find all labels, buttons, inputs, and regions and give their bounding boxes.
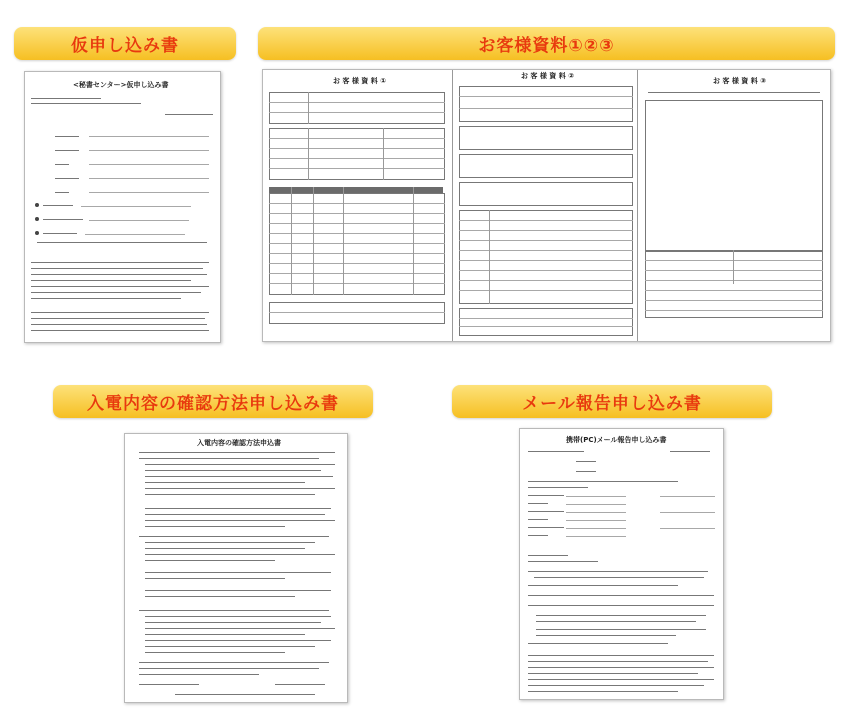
banner-label: 仮申し込み書 — [71, 36, 179, 56]
banner-customer-materials[interactable] — [258, 27, 835, 60]
banner-label: メール報告申し込み書 — [522, 394, 702, 414]
banner-label: 入電内容の確認方法申し込み書 — [87, 394, 339, 414]
call-confirmation-application-thumbnail[interactable] — [124, 433, 348, 703]
banner-call-confirmation-application[interactable] — [53, 385, 373, 418]
banner-label: お客様資料①②③ — [478, 36, 615, 56]
doc-title: <秘書センター>仮申し込み書 — [73, 81, 169, 89]
provisional-application-thumbnail[interactable] — [24, 71, 221, 343]
mail-report-application-thumbnail[interactable] — [519, 428, 724, 700]
doc-title-1: お 客 様 資 料 ① — [333, 77, 387, 85]
doc-title-2: お 客 様 資 料 ② — [521, 72, 575, 80]
doc-title-3: お 客 様 資 料 ③ — [713, 77, 767, 85]
customer-materials-thumbnail[interactable] — [262, 69, 831, 342]
banner-mail-report-application[interactable] — [452, 385, 772, 418]
banner-provisional-application[interactable] — [14, 27, 236, 60]
doc-title: 入電内容の確認方法申込書 — [197, 439, 281, 447]
doc-title: 携帯(PC)メール報告申し込み書 — [566, 436, 667, 444]
